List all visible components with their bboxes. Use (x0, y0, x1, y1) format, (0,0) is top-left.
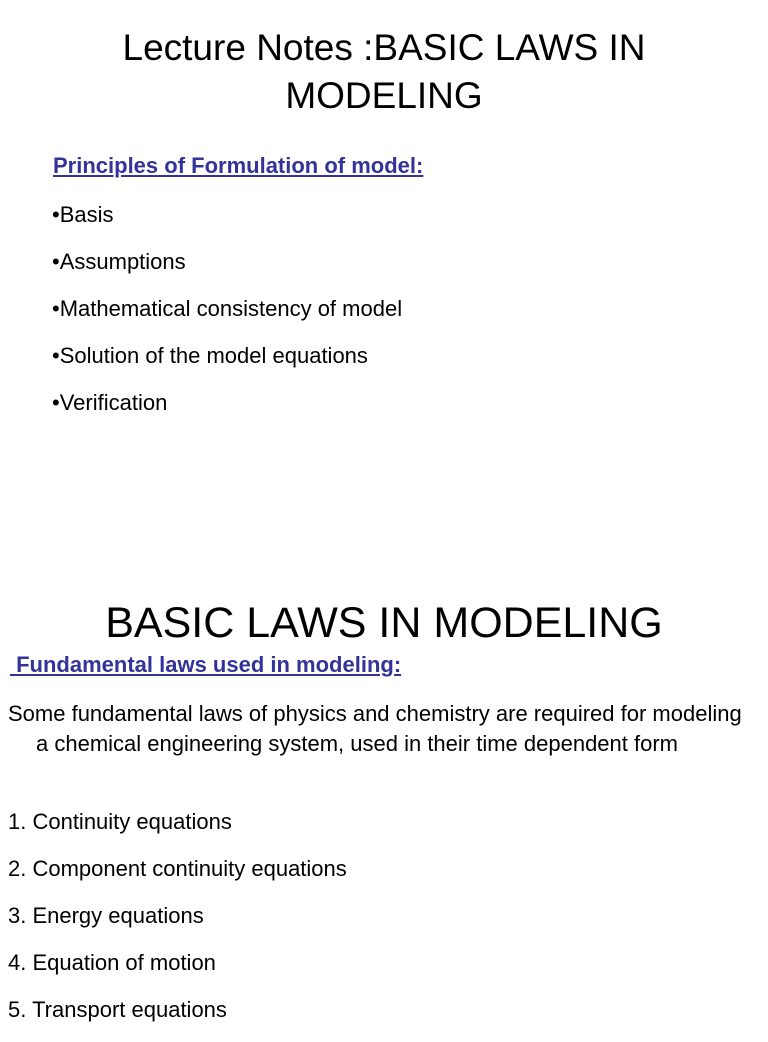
list-item: 1. Continuity equations (8, 809, 232, 834)
bullet-glyph: • (52, 249, 60, 274)
list-item: 3. Energy equations (8, 903, 204, 928)
bullet-text: Solution of the model equations (59, 343, 368, 368)
slide-2-title: BASIC LAWS IN MODELING (105, 599, 663, 647)
list-item: 4. Equation of motion (8, 950, 216, 975)
list-item: 2. Component continuity equations (8, 856, 347, 881)
bullet-glyph: • (52, 202, 60, 227)
equations-list (8, 807, 347, 1042)
list-item (52, 341, 402, 388)
fundamental-laws-heading: Fundamental laws used in modeling: (10, 652, 402, 677)
list-item (52, 294, 402, 341)
slide-1-title-line-2: MODELING (285, 75, 483, 116)
principles-heading: Principles of Formulation of model: (53, 153, 424, 178)
bullet-glyph: • (52, 390, 60, 415)
slide-2 (0, 512, 768, 1024)
bullet-text: Basis (59, 202, 114, 227)
principles-list (52, 200, 402, 435)
list-item (52, 200, 402, 247)
bullet-text: Mathematical consistency of model (59, 296, 403, 321)
bullet-text: Verification (59, 390, 168, 415)
bullet-glyph: • (52, 343, 60, 368)
list-item: 5. Transport equations (8, 997, 227, 1022)
bullet-text: Assumptions (59, 249, 186, 274)
list-item (52, 388, 402, 435)
slide-1-title (0, 24, 768, 120)
slide-1 (0, 0, 768, 512)
intro-paragraph: Some fundamental laws of physics and chemistry are required for modeling a chemical engineering system, used in their time dependent form (8, 701, 742, 756)
slide-1-title-line-1: Lecture Notes :BASIC LAWS IN (122, 27, 646, 68)
bullet-glyph: • (52, 296, 60, 321)
list-item (52, 247, 402, 294)
